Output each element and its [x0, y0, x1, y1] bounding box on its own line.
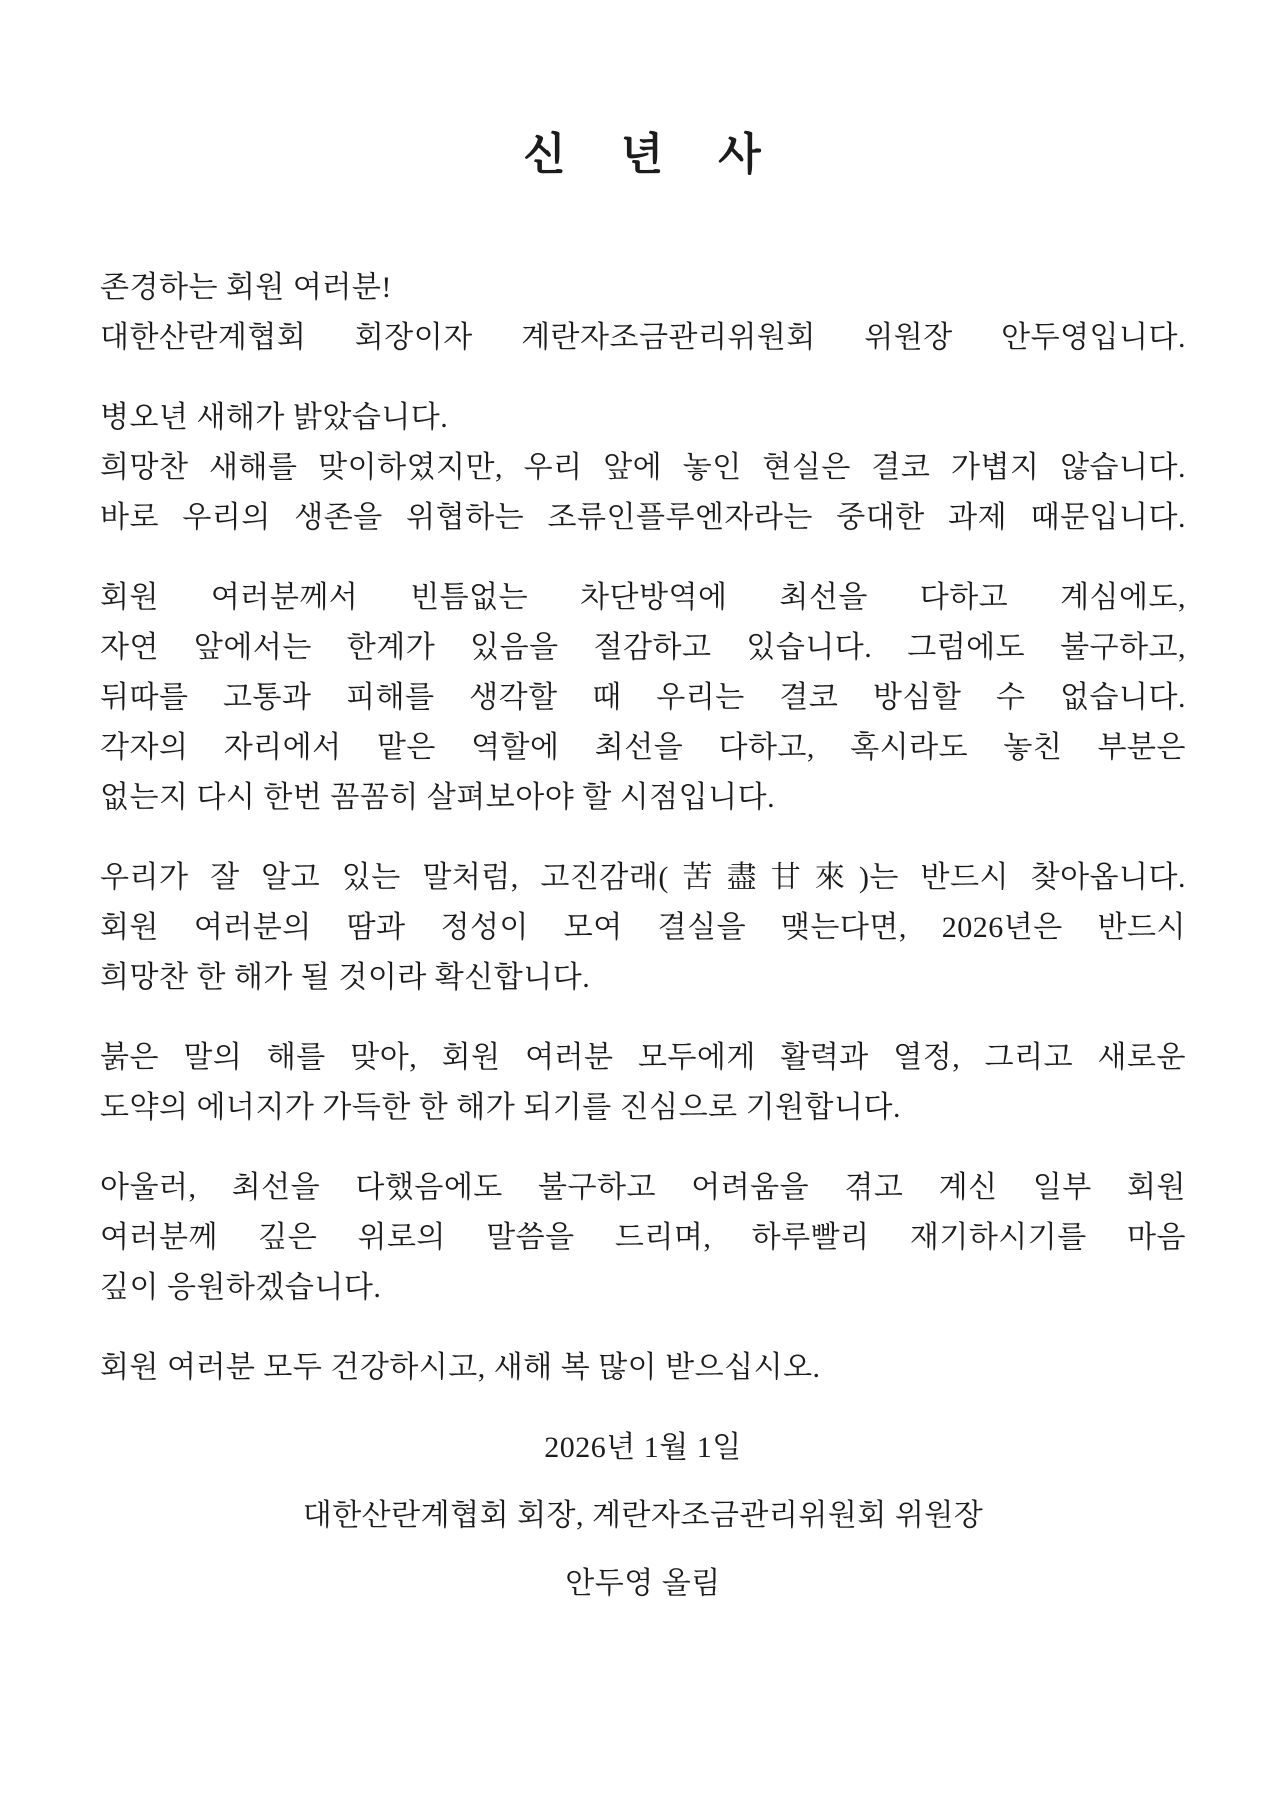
closing-block	[100, 1423, 1186, 1609]
text-line: 회원 여러분 모두 건강하시고, 새해 복 많이 받으십시오.	[100, 1351, 821, 1384]
paragraph-wish	[100, 1033, 1186, 1133]
text-line: 붉은 말의 해를 맞아, 회원 여러분 모두에게 활력과 열정, 그리고 새로운	[100, 1041, 1186, 1074]
text-line: 도약의 에너지가 가득한 한 해가 되기를 진심으로 기원합니다.	[100, 1091, 901, 1124]
signature-title-line: 대한산란계협회 회장, 계란자조금관리위원회 위원장	[302, 1499, 984, 1532]
text-line: 깊이 응원하겠습니다.	[100, 1271, 382, 1304]
text-line: 병오년 새해가 밝았습니다.	[100, 401, 449, 434]
text-line: 없는지 다시 한번 꼼꼼히 살펴보아야 할 시점입니다.	[100, 781, 776, 814]
paragraph-biosecurity	[100, 573, 1186, 823]
text-line: 희망찬 새해를 맞이하였지만, 우리 앞에 놓인 현실은 결코 가볍지 않습니다.	[100, 451, 1186, 484]
text-line: 회원 여러분께서 빈틈없는 차단방역에 최선을 다하고 계심에도,	[100, 581, 1186, 614]
paragraph-farewell	[100, 1343, 1186, 1393]
text-line: 여러분께 깊은 위로의 말씀을 드리며, 하루빨리 재기하시기를 마음	[100, 1221, 1186, 1254]
text-line: 희망찬 한 해가 될 것이라 확신합니다.	[100, 961, 591, 994]
paragraph-new-year	[100, 393, 1186, 543]
text-line: 대한산란계협회 회장이자 계란자조금관리위원회 위원장 안두영입니다.	[100, 321, 1186, 354]
text-line: 우리가 잘 알고 있는 말처럼, 고진감래(苦盡甘來)는 반드시 찾아옵니다.	[100, 861, 1186, 894]
date-line: 2026년 1월 1일	[544, 1431, 742, 1464]
text-line: 회원 여러분의 땀과 정성이 모여 결실을 맺는다면, 2026년은 반드시	[100, 911, 1186, 944]
text-line: 뒤따를 고통과 피해를 생각할 때 우리는 결코 방심할 수 없습니다.	[100, 681, 1186, 714]
text-line: 각자의 자리에서 맡은 역할에 최선을 다하고, 혹시라도 놓친 부분은	[100, 731, 1186, 764]
document-title: 신 년 사	[523, 130, 763, 179]
paragraph-consolation	[100, 1163, 1186, 1313]
text-line: 존경하는 회원 여러분!	[100, 271, 392, 304]
text-line: 아울러, 최선을 다했음에도 불구하고 어려움을 겪고 계신 일부 회원	[100, 1171, 1186, 1204]
text-line: 자연 앞에서는 한계가 있음을 절감하고 있습니다. 그럼에도 불구하고,	[100, 631, 1186, 664]
paragraph-greeting	[100, 263, 1186, 363]
text-line: 바로 우리의 생존을 위협하는 조류인플루엔자라는 중대한 과제 때문입니다.	[100, 501, 1186, 534]
paragraph-hope	[100, 853, 1186, 1003]
signature-name-line: 안두영 올림	[565, 1567, 721, 1600]
